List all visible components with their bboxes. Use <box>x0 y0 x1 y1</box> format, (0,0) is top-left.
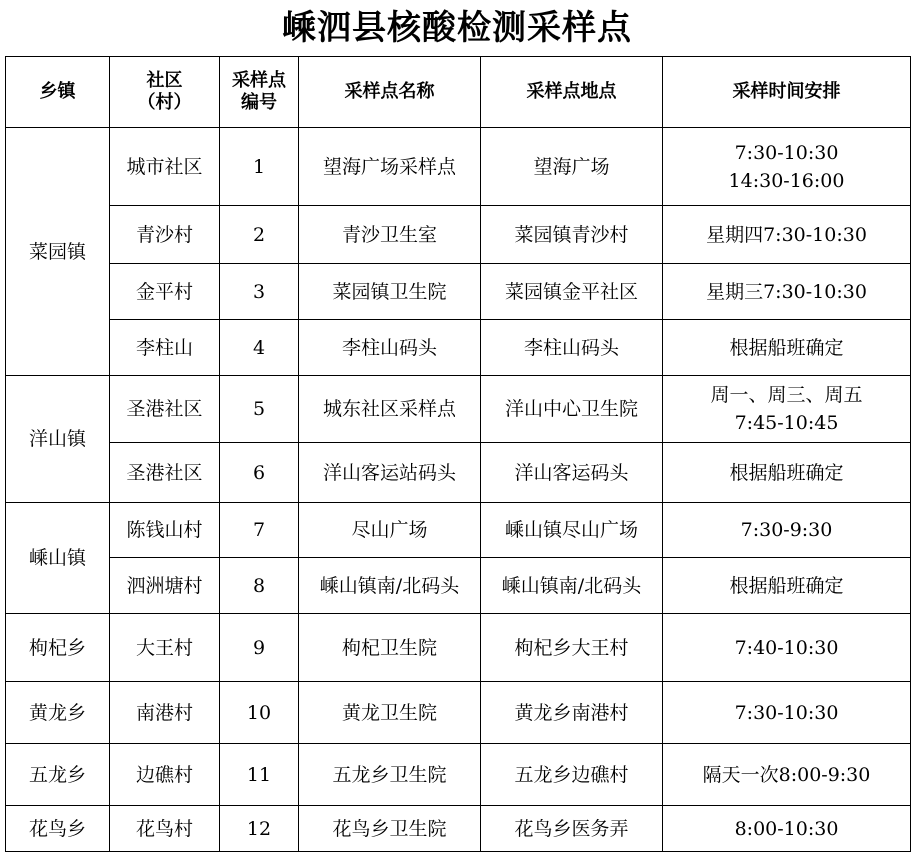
header-address: 采样点地点 <box>481 57 663 128</box>
schedule-cell: 7:40-10:30 <box>663 614 911 682</box>
name-cell: 青沙卫生室 <box>299 206 481 264</box>
schedule-line: 周一、周三、周五 <box>710 384 863 406</box>
header-name: 采样点名称 <box>299 57 481 128</box>
community-cell: 大王村 <box>110 614 220 682</box>
name-cell: 洋山客运站码头 <box>299 443 481 503</box>
schedule-cell <box>663 128 911 206</box>
schedule-cell: 星期三7:30-10:30 <box>663 264 911 320</box>
schedule-cell: 隔天一次8:00-9:30 <box>663 744 911 806</box>
table-row <box>6 503 911 558</box>
table-row <box>6 376 911 443</box>
schedule-cell: 8:00-10:30 <box>663 806 911 852</box>
name-cell: 黄龙卫生院 <box>299 682 481 744</box>
schedule-cell: 7:30-10:30 <box>663 682 911 744</box>
address-cell: 黄龙乡南港村 <box>481 682 663 744</box>
address-cell: 嵊山镇南/北码头 <box>481 558 663 614</box>
table-row <box>6 806 911 852</box>
address-cell: 菜园镇青沙村 <box>481 206 663 264</box>
sampling-points-table <box>5 56 911 852</box>
community-cell: 边礁村 <box>110 744 220 806</box>
township-cell: 黄龙乡 <box>6 682 110 744</box>
number-cell: 7 <box>220 503 299 558</box>
address-cell: 五龙乡边礁村 <box>481 744 663 806</box>
name-cell: 枸杞卫生院 <box>299 614 481 682</box>
page-title: 嵊泗县核酸检测采样点 <box>282 8 632 48</box>
table-row <box>6 128 911 206</box>
number-cell: 3 <box>220 264 299 320</box>
community-cell: 金平村 <box>110 264 220 320</box>
header-schedule: 采样时间安排 <box>663 57 911 128</box>
community-cell: 圣港社区 <box>110 376 220 443</box>
schedule-cell <box>663 376 911 443</box>
number-cell: 5 <box>220 376 299 443</box>
township-cell: 洋山镇 <box>6 376 110 503</box>
table-row <box>6 443 911 503</box>
schedule-line: 7:45-10:45 <box>734 412 839 434</box>
number-cell: 1 <box>220 128 299 206</box>
name-cell: 菜园镇卫生院 <box>299 264 481 320</box>
township-cell: 菜园镇 <box>6 128 110 376</box>
header-community: 社区（村） <box>110 57 220 128</box>
table-row <box>6 558 911 614</box>
community-cell: 李柱山 <box>110 320 220 376</box>
township-cell: 嵊山镇 <box>6 503 110 614</box>
schedule-cell: 根据船班确定 <box>663 558 911 614</box>
number-cell: 4 <box>220 320 299 376</box>
table-row <box>6 682 911 744</box>
community-cell: 圣港社区 <box>110 443 220 503</box>
number-cell: 6 <box>220 443 299 503</box>
address-cell: 菜园镇金平社区 <box>481 264 663 320</box>
table-row <box>6 264 911 320</box>
name-cell: 五龙乡卫生院 <box>299 744 481 806</box>
name-cell: 花鸟乡卫生院 <box>299 806 481 852</box>
address-cell: 李柱山码头 <box>481 320 663 376</box>
address-cell: 洋山中心卫生院 <box>481 376 663 443</box>
number-cell: 2 <box>220 206 299 264</box>
community-cell: 陈钱山村 <box>110 503 220 558</box>
table-row <box>6 744 911 806</box>
name-cell: 嵊山镇南/北码头 <box>299 558 481 614</box>
name-cell: 尽山广场 <box>299 503 481 558</box>
schedule-cell: 7:30-9:30 <box>663 503 911 558</box>
table-row <box>6 206 911 264</box>
address-cell: 望海广场 <box>481 128 663 206</box>
schedule-cell: 根据船班确定 <box>663 443 911 503</box>
address-cell: 嵊山镇尽山广场 <box>481 503 663 558</box>
address-cell: 枸杞乡大王村 <box>481 614 663 682</box>
township-cell: 花鸟乡 <box>6 806 110 852</box>
schedule-line: 7:30-10:30 <box>734 141 839 164</box>
address-cell: 花鸟乡医务弄 <box>481 806 663 852</box>
community-cell: 南港村 <box>110 682 220 744</box>
number-cell: 9 <box>220 614 299 682</box>
number-cell: 8 <box>220 558 299 614</box>
header-number: 采样点编号 <box>220 57 299 128</box>
township-cell: 五龙乡 <box>6 744 110 806</box>
number-cell: 10 <box>220 682 299 744</box>
name-cell: 李柱山码头 <box>299 320 481 376</box>
table-header-row <box>6 57 911 128</box>
community-cell: 城市社区 <box>110 128 220 206</box>
township-cell: 枸杞乡 <box>6 614 110 682</box>
schedule-cell: 根据船班确定 <box>663 320 911 376</box>
number-cell: 12 <box>220 806 299 852</box>
table-row <box>6 320 911 376</box>
name-cell: 望海广场采样点 <box>299 128 481 206</box>
number-cell: 11 <box>220 744 299 806</box>
schedule-line: 14:30-16:00 <box>728 169 845 192</box>
community-cell: 花鸟村 <box>110 806 220 852</box>
name-cell: 城东社区采样点 <box>299 376 481 443</box>
address-cell: 洋山客运码头 <box>481 443 663 503</box>
header-township: 乡镇 <box>6 57 110 128</box>
schedule-cell: 星期四7:30-10:30 <box>663 206 911 264</box>
community-cell: 青沙村 <box>110 206 220 264</box>
table-row <box>6 614 911 682</box>
community-cell: 泗洲塘村 <box>110 558 220 614</box>
